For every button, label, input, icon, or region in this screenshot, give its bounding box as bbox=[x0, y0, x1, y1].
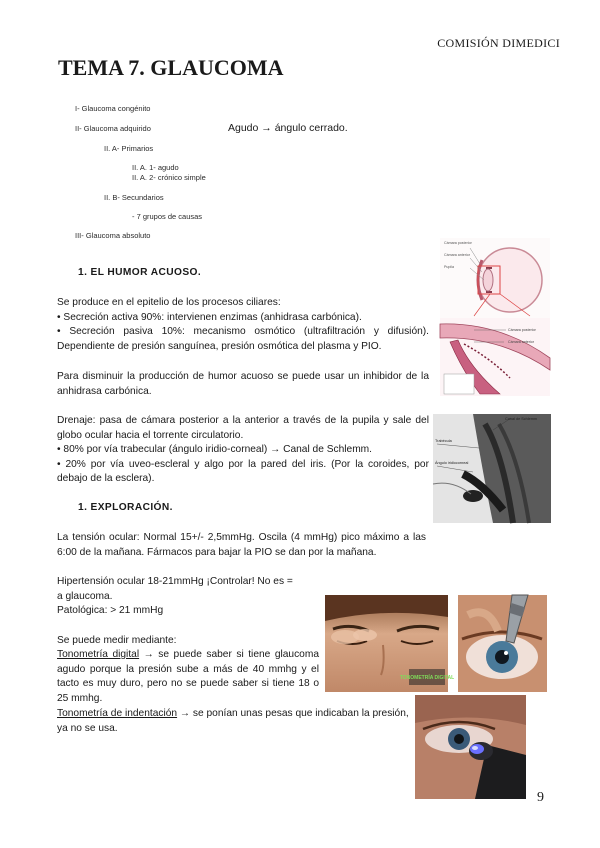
tonometry-indentation-paragraph bbox=[57, 707, 409, 736]
drainage-label: Ángulo iridiocorneal bbox=[435, 461, 469, 465]
angle-label: Cámara posterior bbox=[508, 328, 536, 332]
outline-item-2b-note: - 7 grupos de causas bbox=[132, 212, 203, 221]
indentation-tonometry-photo bbox=[415, 695, 526, 799]
text-line: Se produce en el epitelio de los procesos ciliares: bbox=[57, 297, 281, 308]
section-2-heading: 1. EXPLORACIÓN. bbox=[78, 502, 173, 513]
outline-item-2a2: II. A. 2- crónico simple bbox=[132, 173, 206, 182]
angle-label: Cámara anterior bbox=[508, 340, 534, 344]
eye-anatomy-figure bbox=[440, 238, 550, 318]
section-1-heading: 1. EL HUMOR ACUOSO. bbox=[78, 267, 202, 278]
drainage-anatomy-figure bbox=[433, 414, 551, 523]
section-1-paragraph-2: Para disminuir la producción de humor acuoso se puede usar un inhibidor de la anhidrasa carbónica. bbox=[57, 371, 429, 397]
section-1-paragraph-1 bbox=[57, 296, 429, 354]
digital-tonometry-photo bbox=[325, 595, 455, 692]
eye-label: Cámara posterior bbox=[444, 241, 472, 245]
tonometry-indentation-text: → se ponían unas pesas que indicaban la presión, ya no se usa. bbox=[57, 708, 409, 734]
eye-label: Pupila bbox=[444, 265, 454, 269]
tonometry-digital-text: → se puede saber si tiene glaucoma agudo porque la presión sube a más de 40 mmhg y el tacto es muy duro, pero no se puede saber si tiene 18 o 25 mmhg. bbox=[57, 649, 319, 704]
text-line: Patológica: > 21 mmHg bbox=[57, 605, 164, 617]
page-number: 9 bbox=[537, 790, 544, 805]
tonometer-closeup-photo bbox=[458, 595, 547, 692]
section-2-paragraph-4: Se puede medir mediante: bbox=[57, 635, 177, 646]
drainage-label: Canal de Schlemm bbox=[505, 417, 538, 421]
section-1-paragraph-3 bbox=[57, 414, 429, 487]
outline-item-2a1: II. A. 1- agudo bbox=[132, 163, 179, 172]
text-line: Hipertensión ocular 18-21mmHg ¡Controlar! No es = bbox=[57, 576, 293, 587]
tonometry-indentation-label: Tonometría de indentación bbox=[57, 708, 178, 719]
outline-item-3: III- Glaucoma absoluto bbox=[75, 231, 151, 240]
text-line: • Secreción pasiva 10%: mecanismo osmótico (ultrafiltración y difusión). Dependiente de presión sanguínea, presión osmótica del plasma y PIO. bbox=[57, 326, 429, 352]
text-line: • 80% por vía trabecular (ángulo iridio-corneal) → Canal de Schlemm. bbox=[57, 444, 372, 456]
outline-item-1: I- Glaucoma congénito bbox=[75, 104, 151, 113]
section-2-paragraph-1: La tensión ocular: Normal 15+/- 2,5mmHg. Oscila (4 mmHg) pico máximo a las 6:00 de la mañana. Fármacos para bajar la PIO se dan por la mañana. bbox=[57, 532, 426, 558]
outline-side-note: Agudo → ángulo cerrado. bbox=[228, 122, 348, 134]
text-line: • Secreción activa 90%: intervienen enzimas (anhidrasa carbónica). bbox=[57, 311, 362, 323]
section-2-paragraph-2 bbox=[57, 575, 323, 619]
page-title: TEMA 7. GLAUCOMA bbox=[58, 55, 284, 80]
drainage-label: Trabécula bbox=[435, 439, 452, 443]
tonometry-digital-paragraph bbox=[57, 648, 319, 706]
tonometry-digital-label: Tonometría digital bbox=[57, 649, 140, 660]
outline-item-2a: II. A- Primarios bbox=[104, 144, 154, 153]
eye-label: Cámara anterior bbox=[444, 253, 470, 257]
iridocorneal-angle-figure bbox=[440, 318, 550, 396]
text-line: a glaucoma. bbox=[57, 590, 113, 602]
outline-item-2b: II. B- Secundarios bbox=[104, 193, 164, 202]
text-line: • 20% por vía uveo-escleral y algo por la pared del iris. (Por la coroides, por debajo de la esclera). bbox=[57, 458, 429, 485]
outline-item-2: II- Glaucoma adquirido bbox=[75, 124, 151, 133]
text-line: Drenaje: pasa de cámara posterior a la anterior a través de la pupila y sale del globo ocular hacia el torrente circulatorio. bbox=[57, 415, 429, 441]
header-org: COMISIÓN DIMEDICI bbox=[437, 36, 560, 50]
photo-caption: TONOMETRÍA DIGITAL bbox=[399, 675, 455, 681]
